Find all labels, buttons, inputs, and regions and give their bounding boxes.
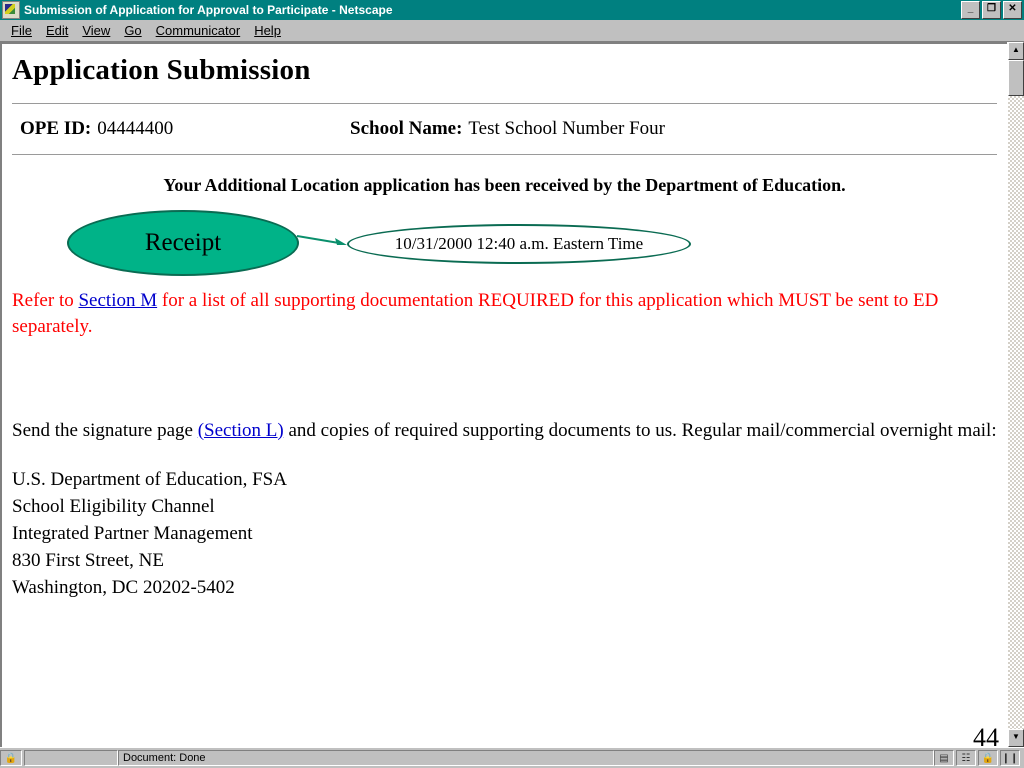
address-line: 830 First Street, NE [12, 549, 164, 571]
menu-edit-label: Edit [45, 22, 69, 38]
menu-file[interactable] [4, 22, 39, 39]
mailing-instructions [12, 418, 997, 445]
menu-view[interactable] [75, 22, 117, 39]
document-page [0, 42, 1007, 747]
maximize-button[interactable]: ❐ [982, 1, 1001, 19]
vertical-scrollbar[interactable] [1007, 42, 1024, 747]
section-m-link[interactable]: Section M [78, 290, 158, 311]
status-bar [0, 747, 1024, 768]
ope-id-field [20, 118, 350, 140]
signal-icon[interactable]: ❙❙ [1000, 750, 1020, 766]
address-line: Washington, DC 20202-5402 [12, 576, 235, 598]
received-message: Your Additional Location application has been received by the Department of Education. [163, 175, 846, 195]
lock-icon[interactable]: 🔒 [978, 750, 998, 766]
section-l-link[interactable]: (Section L) [197, 419, 284, 441]
school-name-field [350, 118, 665, 140]
instructions-text-before: Send the signature page [12, 419, 198, 441]
content-area [0, 41, 1024, 747]
scroll-down-button[interactable]: ▼ [1008, 729, 1024, 747]
supporting-docs-warning [12, 288, 997, 340]
warning-text-after: for a list of all supporting documentation REQUIRED for this application which MUST be sent to ED separately. [12, 290, 939, 337]
menu-go[interactable] [117, 22, 148, 39]
menu-view-label: View [82, 22, 111, 38]
menu-communicator[interactable] [149, 22, 248, 39]
lock-glyph: 🔒 [4, 752, 18, 764]
ope-id-value: 04444400 [97, 118, 174, 139]
warning-text-before: Refer to [12, 290, 79, 311]
identification-row [12, 104, 997, 154]
address-line: School Eligibility Channel [12, 495, 215, 517]
minimize-button[interactable]: _ [961, 1, 980, 19]
people-icon[interactable]: ☷ [956, 750, 976, 766]
menu-help-label: Help [254, 22, 281, 38]
address-line: Integrated Partner Management [12, 522, 253, 544]
window-title: Submission of Application for Approval to Participate - Netscape [24, 3, 393, 17]
close-button[interactable]: ✕ [1003, 1, 1022, 19]
document-status: Document: Done [118, 750, 934, 766]
menu-help[interactable] [247, 22, 288, 39]
ope-id-label: OPE ID: [20, 118, 92, 139]
arrow-icon [297, 232, 347, 248]
mailing-address [12, 467, 997, 602]
scrollbar-track[interactable] [1008, 96, 1024, 729]
status-tray [934, 750, 1024, 766]
page-title: Application Submission [12, 54, 311, 86]
scrollbar-thumb[interactable] [1008, 60, 1024, 96]
menu-communicator-label: Communicator [155, 22, 241, 38]
receipt-annotation-group [12, 204, 997, 282]
school-name-value: Test School Number Four [468, 118, 665, 139]
submission-timestamp: 10/31/2000 12:40 a.m. Eastern Time [347, 224, 691, 264]
address-line: U.S. Department of Education, FSA [12, 468, 287, 490]
menu-file-label: File [11, 22, 32, 38]
title-bar [0, 0, 1024, 20]
security-lock-icon[interactable] [0, 750, 22, 766]
menu-bar [0, 20, 1024, 41]
list-icon[interactable]: ▤ [934, 750, 954, 766]
status-spacer [24, 750, 118, 766]
netscape-icon [2, 1, 20, 19]
page-number: 44 [973, 723, 999, 747]
window-controls [961, 1, 1022, 19]
instructions-text-after: and copies of required supporting documents to us. Regular mail/commercial overnight mail: [283, 419, 997, 441]
menu-edit[interactable] [39, 22, 75, 39]
menu-go-label: Go [124, 22, 142, 38]
divider-bottom [12, 154, 997, 155]
receipt-badge: Receipt [67, 210, 299, 276]
scroll-up-button[interactable]: ▲ [1008, 42, 1024, 60]
school-name-label: School Name: [350, 118, 463, 139]
